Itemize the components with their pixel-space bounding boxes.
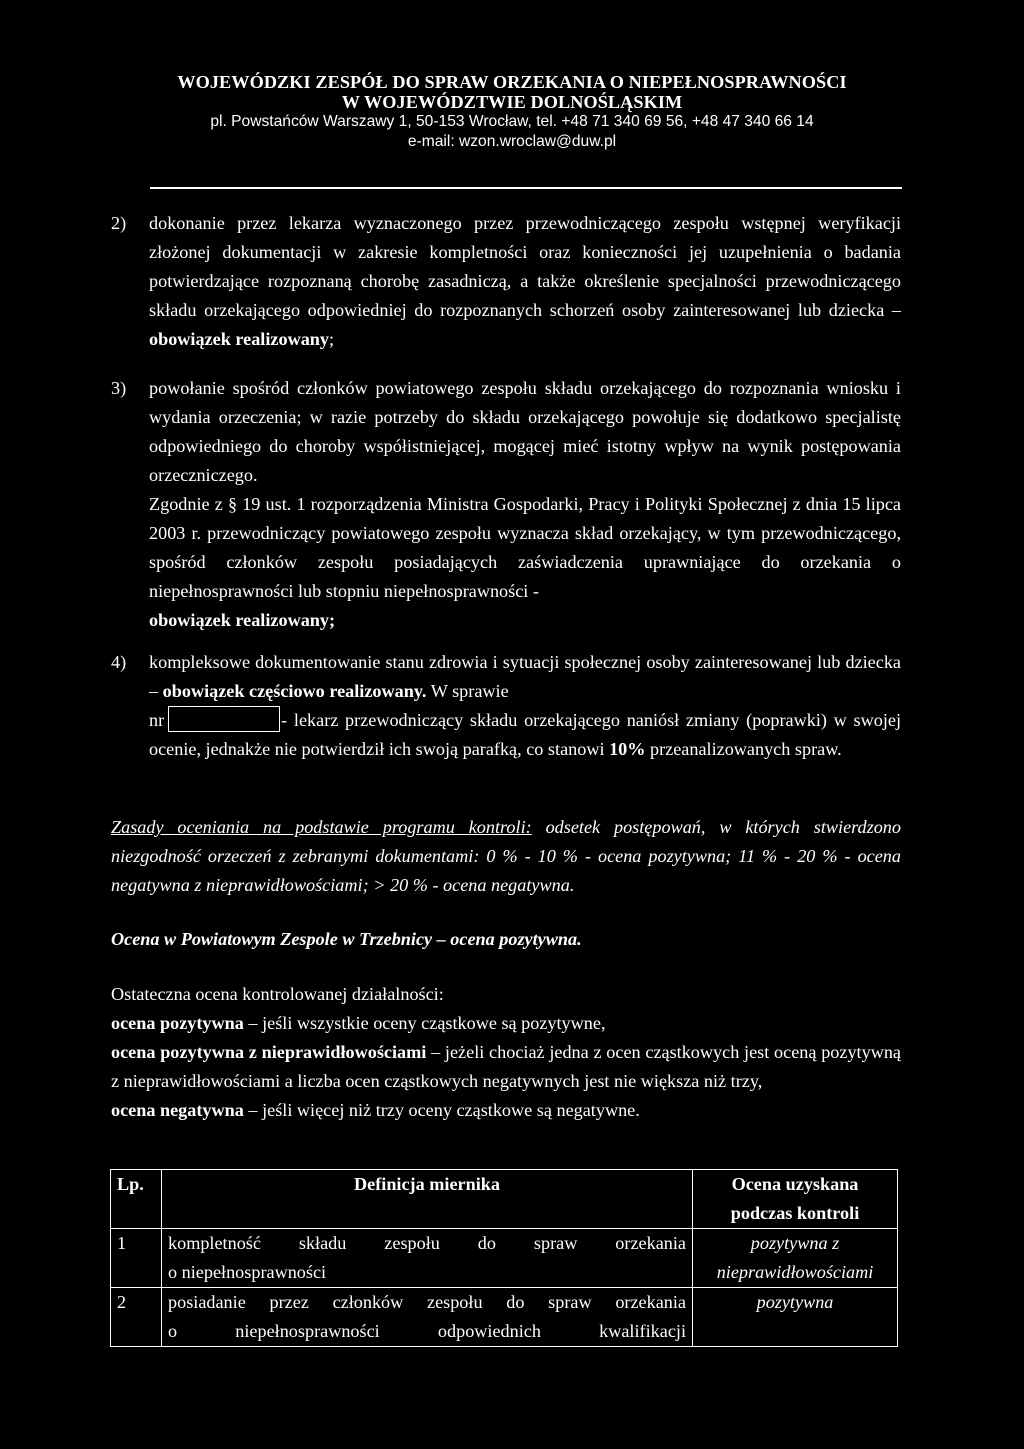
final-positive-irregular-text: – jeżeli chociaż jedna z ocen cząstkowych jest oceną pozytywną z nieprawidłowościami a liczba ocen cząstkowych negatywnych jest nie większa niż trzy, [111,1042,902,1091]
assessment-rules-label: Zasady oceniania na podstawie programu kontroli: [111,817,532,837]
header-title-line2: W WOJEWÓDZTWIE DOLNOŚLĄSKIM [341,92,683,112]
final-assessment-title: Ostateczna ocena kontrolowanej działalności: [111,984,444,1004]
trzebnica-assessment: Ocena w Powiatowym Zespole w Trzebnicy – ocena pozytywna. [111,929,582,949]
final-positive-text: – jeśli wszystkie oceny cząstkowe są pozytywne, [243,1013,606,1033]
header-title-line1: WOJEWÓDZKI ZESPÓŁ DO SPRAW ORZEKANIA O NIEPEŁNOSPRAWNOŚCI [177,72,847,92]
table-header-definition: Definicja miernika [162,1170,693,1229]
list-item-2 [111,209,901,354]
redacted-case-number [168,706,280,732]
header-divider [150,187,902,189]
table-cell-result: pozytywna [693,1288,898,1347]
table-cell-definition-line2: o niepełnosprawności odpowiednich kwalifikacji [168,1321,686,1341]
table-header-lp: Lp. [111,1170,162,1229]
table-row [111,1229,898,1288]
final-negative-text: – jeśli więcej niż trzy oceny cząstkowe są negatywne. [243,1100,640,1120]
measures-table [110,1169,898,1347]
final-positive-irregular-label: ocena pozytywna z nieprawidłowościami [111,1042,427,1062]
item3-text1: powołanie spośród członków powiatowego zespołu składu orzekającego do rozpoznania wniosku i wydania orzeczenia; w razie potrzeby do składu orzekającego powołuje się dodatkowo specjalistę odpowiedniego do choroby współistniejącej, mogącej mieć istotny wpływ na wynik postępowania orzeczniczego. [149,378,901,485]
list-item-number: 4) [111,652,127,672]
table-cell-definition [162,1288,693,1347]
item4-text2: W sprawie [426,681,509,701]
document-header [0,72,1024,152]
table-cell-definition [162,1229,693,1288]
list-item-number: 3) [111,378,127,398]
table-cell-definition-line2: o niepełnosprawności [168,1262,327,1282]
table-header-row [111,1170,898,1229]
item2-text: dokonanie przez lekarza wyznaczonego przez przewodniczącego zespołu wstępnej weryfikacji złożonej dokumentacji w zakresie kompletności oraz konieczności jej uzupełnienia o badania potwierdzające rozpoznaną chorobę zasadniczą, a także określenie specjalności przewodniczącego składu orzekającego odpowiedniej do rozpoznanych schorzeń osoby zainteresowanej lub dziecka – [149,213,901,320]
list-item-4 [111,648,901,764]
table-cell-lp: 1 [111,1229,162,1288]
item2-end: ; [329,329,335,349]
table-cell-result: pozytywna z nieprawidłowościami [693,1229,898,1288]
list-item-3 [111,374,901,635]
table-row [111,1288,898,1347]
list-item-number: 2) [111,213,127,233]
item4-text1: kompleksowe dokumentowanie stanu zdrowia i sytuacji społecznej osoby zainteresowanej lub dziecka – [149,652,901,701]
item3-status: obowiązek realizowany; [149,610,336,630]
item4-nr: nr [149,710,165,730]
table-cell-lp: 2 [111,1288,162,1347]
final-assessment [111,980,901,1125]
item4-status: obowiązek częściowo realizowany. [162,681,427,701]
header-email: e-mail: wzon.wroclaw@duw.pl [407,133,617,150]
list-item-text [149,374,901,635]
final-negative-label: ocena negatywna [111,1100,244,1120]
list-item-text [149,648,901,764]
item3-text2: Zgodnie z § 19 ust. 1 rozporządzenia Ministra Gospodarki, Pracy i Polityki Społecznej z dnia 15 lipca 2003 r. przewodniczący powiatowego zespołu wyznacza skład orzekający, w tym przewodniczącego, spośród członków zespołu posiadających zaświadczenia uprawniające do orzekania o niepełnosprawności lub stopniu niepełnosprawności - [149,494,901,601]
table-header-result: Ocena uzyskana podczas kontroli [693,1170,898,1229]
header-address: pl. Powstańców Warszawy 1, 50-153 Wrocław, tel. +48 71 340 69 56, +48 47 340 66 14 [210,113,814,130]
item4-text4: przeanalizowanych spraw. [645,739,842,759]
assessment-rules [111,813,901,900]
table-cell-definition-line1: posiadanie przez członków zespołu do spraw orzekania [168,1292,686,1312]
item4-text3: - lekarz przewodniczący składu orzekającego naniósł zmiany (poprawki) w swojej ocenie, jednakże nie potwierdził ich swoją parafką, co stanowi [149,710,901,759]
item2-status: obowiązek realizowany [149,329,330,349]
list-item-text [149,209,901,354]
item4-percent: 10% [609,739,646,759]
assessment-rules-text: odsetek postępowań, w których stwierdzono niezgodność orzeczeń z zebranymi dokumentami: 0 % - 10 % - ocena pozytywna; 11 % - 20 % - ocena negatywna z nieprawidłowościami; > 20 % - ocena negatywna. [111,817,901,895]
table-cell-definition-line1: kompletność składu zespołu do spraw orzekania [168,1233,686,1253]
final-positive-label: ocena pozytywna [111,1013,244,1033]
